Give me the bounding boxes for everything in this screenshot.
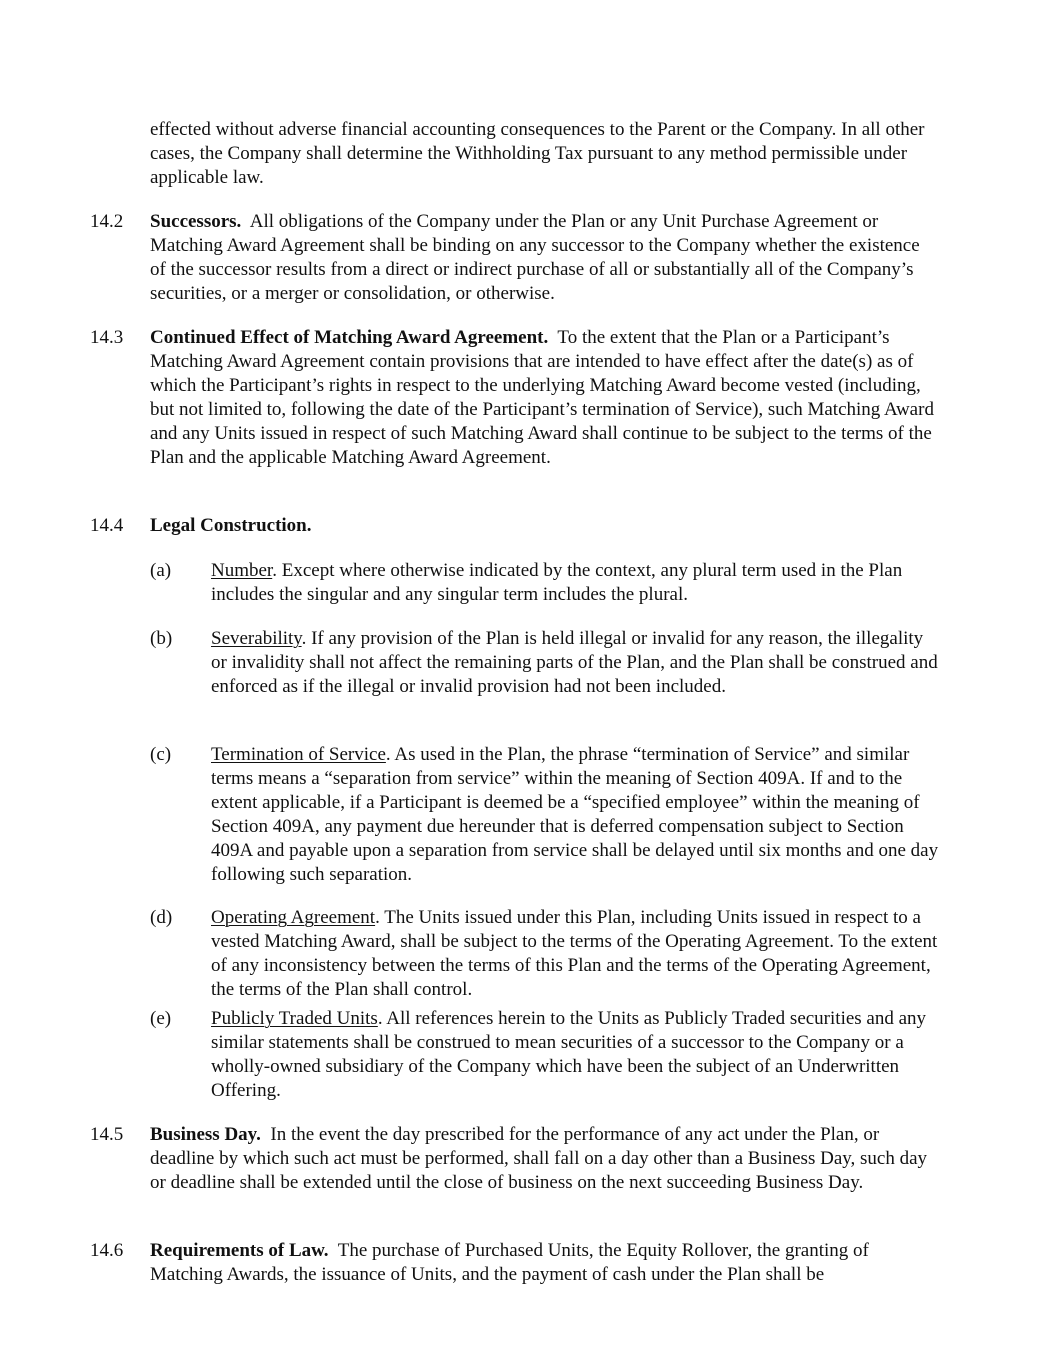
section-heading: Continued Effect of Matching Award Agreement.: [150, 327, 549, 348]
subsection-e: [150, 1007, 940, 1103]
section-heading: Successors.: [150, 211, 242, 232]
section-14-4: [90, 514, 940, 538]
subsection-text: . As used in the Plan, the phrase “termination of Service” and similar terms means a “separation from service” within the meaning of Section 409A. If and to the extent applicable, if a Participant is deemed be a “specified employee” within the meaning of Section 409A, any payment due hereunder that is deferred compensation subject to Section 409A and payable upon a separation from service shall be delayed until six months and one day following such separation.: [211, 744, 939, 885]
subsection-body: [211, 1007, 940, 1103]
subsection-d: [150, 906, 940, 1002]
section-number: 14.4: [90, 515, 124, 536]
subsection-label: (d): [150, 907, 173, 928]
subsection-body: [211, 627, 940, 699]
subsection-b: [150, 627, 940, 699]
subsection-title: Operating Agreement: [211, 907, 376, 928]
section-text: The purchase of Purchased Units, the Equity Rollover, the granting of Matching Awards, the issuance of Units, and the payment of cash under the Plan shall be: [150, 1240, 869, 1285]
subsection-title: Termination of Service: [211, 744, 386, 765]
intro-paragraph: [150, 118, 940, 190]
section-text: In the event the day prescribed for the performance of any act under the Plan, or deadline by which such act must be performed, shall fall on a day other than a Business Day, such day or deadline shall be extended until the close of business on the next succeeding Business Day.: [150, 1124, 928, 1193]
subsection-body: [211, 906, 940, 1002]
section-body: [150, 210, 940, 306]
intro-text: effected without adverse financial accounting consequences to the Parent or the Company. In all other cases, the Company shall determine the Withholding Tax pursuant to any method permissible under applicable law.: [150, 119, 925, 188]
section-number: 14.2: [90, 211, 124, 232]
section-body: [150, 1123, 940, 1195]
section-14-2: [90, 210, 940, 306]
section-number: 14.3: [90, 327, 124, 348]
section-number: 14.6: [90, 1240, 124, 1261]
subsection-body: [211, 559, 940, 607]
subsection-text: . Except where otherwise indicated by the context, any plural term used in the Plan includes the singular and any singular term includes the plural.: [211, 560, 903, 605]
subsection-c: [150, 743, 940, 887]
section-text: To the extent that the Plan or a Participant’s Matching Award Agreement contain provisions that are intended to have effect after the date(s) as of which the Participant’s rights in respect to the underlying Matching Award become vested (including, but not limited to, following the date of the Participant’s termination of Service), such Matching Award and any Units issued in respect of such Matching Award shall continue to be subject to the terms of the Plan and the applicable Matching Award Agreement.: [150, 327, 934, 468]
section-body: [150, 1239, 940, 1287]
subsection-label: (c): [150, 744, 172, 765]
subsection-title: Publicly Traded Units: [211, 1008, 378, 1029]
subsection-text: . If any provision of the Plan is held illegal or invalid for any reason, the illegality or invalidity shall not affect the remaining parts of the Plan, and the Plan shall be construed and enforced as if the illegal or invalid provision had not been included.: [211, 628, 938, 697]
section-heading: Legal Construction.: [150, 515, 312, 536]
section-text: All obligations of the Company under the Plan or any Unit Purchase Agreement or Matching Award Agreement shall be binding on any successor to the Company whether the existence of the successor results from a direct or indirect purchase of all or substantially all of the Company’s securities, or a merger or consolidation, or otherwise.: [150, 211, 920, 304]
section-heading: Requirements of Law.: [150, 1240, 329, 1261]
section-14-6: [90, 1239, 940, 1287]
subsection-title: Number: [211, 560, 273, 581]
section-number: 14.5: [90, 1124, 124, 1145]
section-14-5: [90, 1123, 940, 1195]
subsection-label: (e): [150, 1008, 172, 1029]
subsection-title: Severability: [211, 628, 302, 649]
subsection-body: [211, 743, 940, 887]
subsection-label: (a): [150, 560, 172, 581]
subsection-text: . All references herein to the Units as Publicly Traded securities and any similar statements shall be construed to mean securities of a successor to the Company or a wholly-owned subsidiary of the Company which have been the subject of an Underwritten Offering.: [211, 1008, 927, 1101]
subsection-label: (b): [150, 628, 173, 649]
section-14-3: [90, 326, 940, 470]
section-body: [150, 326, 940, 470]
section-body: [150, 514, 940, 538]
subsection-a: [150, 559, 940, 607]
section-heading: Business Day.: [150, 1124, 261, 1145]
subsection-text: . The Units issued under this Plan, including Units issued in respect to a vested Matching Award, shall be subject to the terms of the Operating Agreement. To the extent of any inconsistency between the terms of this Plan and the terms of the Operating Agreement, the terms of the Plan shall control.: [211, 907, 938, 1000]
